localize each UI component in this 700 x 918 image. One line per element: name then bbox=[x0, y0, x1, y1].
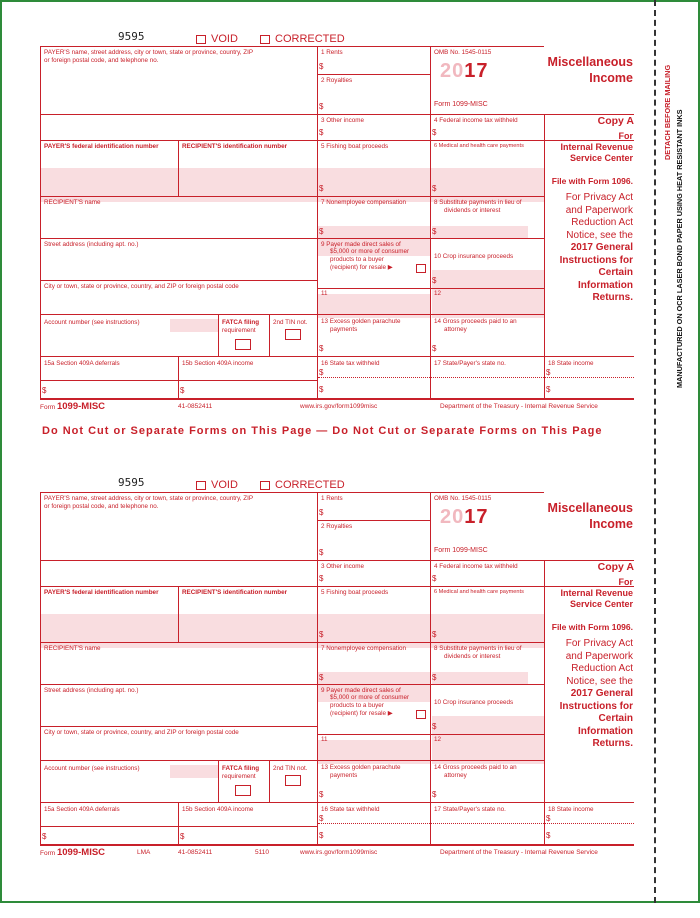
tin2-checkbox[interactable] bbox=[285, 775, 301, 786]
privacy-line-7: Certain bbox=[598, 713, 633, 724]
box9-checkbox[interactable] bbox=[416, 264, 426, 273]
form-title bbox=[523, 54, 633, 86]
irs-label bbox=[533, 131, 633, 164]
void-label: VOID bbox=[211, 479, 238, 491]
box18-label: 18 State income bbox=[548, 360, 594, 367]
box4-label: 4 Federal income tax withheld bbox=[434, 117, 518, 124]
year-prefix: 20 bbox=[440, 60, 465, 82]
city-label: City or town, state or province, country, and ZIP or foreign postal code bbox=[44, 729, 239, 736]
fatca-label: FATCA filing bbox=[222, 319, 260, 326]
box7-label: 7 Nonemployee compensation bbox=[321, 645, 407, 652]
do-not-cut-banner: Do Not Cut or Separate Forms on This Page — Do Not Cut or Separate Forms on This Page bbox=[42, 425, 603, 437]
footer-cat-no: 41-0852411 bbox=[178, 403, 213, 410]
box4-dollar: $ bbox=[432, 574, 437, 583]
footer-url: www.irs.gov/form1099misc bbox=[300, 849, 378, 856]
fatca-checkbox[interactable] bbox=[235, 339, 251, 350]
privacy-line-8: Information bbox=[578, 279, 633, 291]
irs-line-2: Service Center bbox=[569, 599, 633, 609]
box10-label: 10 Crop insurance proceeds bbox=[434, 699, 514, 706]
box1-dollar: $ bbox=[319, 62, 324, 71]
box9-label-1: 9 Payer made direct sales of bbox=[321, 241, 401, 248]
footer-form bbox=[40, 847, 105, 858]
box16-dollar-2: $ bbox=[319, 831, 324, 840]
box12-label: 12 bbox=[434, 736, 442, 743]
box9-label-3: products to a buyer bbox=[330, 256, 384, 263]
footer-form-prefix: Form bbox=[40, 850, 56, 857]
box15b-label: 15b Section 409A income bbox=[182, 806, 254, 813]
footer-url: www.irs.gov/form1099misc bbox=[300, 403, 378, 410]
irs-for: For bbox=[618, 131, 633, 141]
footer-dept: Department of the Treasury - Internal Revenue Service bbox=[440, 403, 598, 410]
box5-label: 5 Fishing boat proceeds bbox=[321, 589, 389, 596]
box18-dollar-2: $ bbox=[546, 385, 551, 394]
box12-label: 12 bbox=[434, 290, 442, 297]
payer-name-label-2: or foreign postal code, and telephone no. bbox=[44, 57, 159, 64]
account-fill bbox=[170, 765, 218, 778]
fatca-label: FATCA filing bbox=[222, 765, 260, 772]
void-checkbox[interactable] bbox=[196, 35, 206, 44]
box3-label: 3 Other income bbox=[321, 117, 365, 124]
box16-dollar-1: $ bbox=[319, 814, 324, 823]
box13-label-2: payments bbox=[330, 326, 358, 333]
footer-form bbox=[40, 401, 105, 412]
box16-label: 16 State tax withheld bbox=[321, 360, 380, 367]
box14-dollar: $ bbox=[432, 790, 437, 799]
box18-dollar-2: $ bbox=[546, 831, 551, 840]
privacy-line-7: Certain bbox=[598, 267, 633, 278]
privacy-line-9: Returns. bbox=[592, 292, 633, 303]
privacy-line-2: and Paperwork bbox=[565, 650, 633, 662]
privacy-line-3: Reduction Act bbox=[571, 663, 633, 674]
copy-label: Copy A bbox=[597, 115, 634, 127]
omb-label: OMB No. 1545-0115 bbox=[434, 495, 492, 502]
footer-form-name: 1099-MISC bbox=[56, 401, 106, 412]
box16-label: 16 State tax withheld bbox=[321, 806, 380, 813]
box8-dollar: $ bbox=[432, 227, 437, 236]
box1-label: 1 Rents bbox=[321, 495, 343, 502]
tax-year bbox=[440, 60, 489, 83]
year-suffix: 17 bbox=[464, 506, 489, 528]
box14-label-1: 14 Gross proceeds paid to an bbox=[434, 318, 517, 325]
privacy-line-1: For Privacy Act bbox=[565, 638, 633, 649]
box5-dollar: $ bbox=[319, 184, 324, 193]
box18-label: 18 State income bbox=[548, 806, 594, 813]
recipient-name-label: RECIPIENT'S name bbox=[44, 645, 101, 652]
tin2-label: 2nd TIN not. bbox=[273, 319, 308, 326]
irs-for: For bbox=[618, 577, 633, 587]
box2-label: 2 Royalties bbox=[321, 77, 353, 84]
box15a-dollar: $ bbox=[42, 832, 47, 841]
street-label: Street address (including apt. no.) bbox=[44, 687, 139, 694]
footer-form-name: 1099-MISC bbox=[56, 847, 106, 858]
privacy-line-9: Returns. bbox=[592, 738, 633, 749]
privacy-line-4: Notice, see the bbox=[566, 229, 633, 241]
box9-label-4: (recipient) for resale ▶ bbox=[330, 264, 393, 271]
corrected-checkbox[interactable] bbox=[260, 35, 270, 44]
copy-label: Copy A bbox=[597, 561, 634, 573]
box10-fill bbox=[432, 716, 544, 740]
box2-dollar: $ bbox=[319, 102, 324, 111]
box6-dollar: $ bbox=[432, 184, 437, 193]
box11-label: 11 bbox=[321, 290, 328, 297]
payer-name-label: PAYER'S name, street address, city or town, state or province, country, ZIP bbox=[44, 49, 254, 56]
corrected-label: CORRECTED bbox=[275, 479, 345, 491]
form-id-number: 9595 bbox=[118, 476, 145, 489]
irs-line-1: Internal Revenue bbox=[560, 142, 633, 152]
corrected-label: CORRECTED bbox=[275, 33, 345, 45]
payer-fin-label: PAYER'S federal identification number bbox=[44, 143, 159, 150]
box14-label-1: 14 Gross proceeds paid to an bbox=[434, 764, 517, 771]
privacy-line-1: For Privacy Act bbox=[565, 192, 633, 203]
box11-label: 11 bbox=[321, 736, 328, 743]
box9-label-1: 9 Payer made direct sales of bbox=[321, 687, 401, 694]
box8-label-1: 8 Substitute payments in lieu of bbox=[434, 645, 522, 652]
box1-label: 1 Rents bbox=[321, 49, 343, 56]
account-fill bbox=[170, 319, 218, 332]
privacy-line-5: 2017 General bbox=[570, 688, 633, 699]
footer-form-prefix: Form bbox=[40, 404, 56, 411]
privacy-line-2: and Paperwork bbox=[565, 204, 633, 216]
title-line-2: Income bbox=[589, 71, 633, 85]
void-label: VOID bbox=[211, 33, 238, 45]
box10-label: 10 Crop insurance proceeds bbox=[434, 253, 514, 260]
box13-label-1: 13 Excess golden parachute bbox=[321, 318, 401, 325]
box10-dollar: $ bbox=[432, 276, 437, 285]
box14-dollar: $ bbox=[432, 344, 437, 353]
box7-dollar: $ bbox=[319, 227, 324, 236]
box8-label-2: dividends or interest bbox=[444, 653, 501, 660]
box17-label: 17 State/Payer's state no. bbox=[434, 360, 506, 367]
year-prefix: 20 bbox=[440, 506, 465, 528]
detach-label: DETACH BEFORE MAILING bbox=[663, 64, 672, 160]
omb-label: OMB No. 1545-0115 bbox=[434, 49, 492, 56]
box9-checkbox[interactable] bbox=[416, 710, 426, 719]
box15a-dollar: $ bbox=[42, 386, 47, 395]
box3-label: 3 Other income bbox=[321, 563, 365, 570]
box15b-dollar: $ bbox=[180, 832, 185, 841]
privacy-line-5: 2017 General bbox=[570, 242, 633, 253]
irs-line-1: Internal Revenue bbox=[560, 588, 633, 598]
form-1099-misc-copy-top bbox=[0, 32, 700, 472]
box6-label: 6 Medical and health care payments bbox=[434, 589, 524, 595]
box8-fill bbox=[432, 672, 528, 684]
box16-dollar-2: $ bbox=[319, 385, 324, 394]
privacy-notice bbox=[533, 638, 633, 751]
form-title bbox=[523, 500, 633, 532]
recipient-tin-label: RECIPIENT'S identification number bbox=[182, 589, 288, 596]
box7-dollar: $ bbox=[319, 673, 324, 682]
box18-dollar-1: $ bbox=[546, 368, 551, 377]
privacy-line-6: Instructions for bbox=[559, 700, 633, 712]
box8-label-1: 8 Substitute payments in lieu of bbox=[434, 199, 522, 206]
title-line-1: Miscellaneous bbox=[547, 501, 633, 515]
box13-dollar: $ bbox=[319, 790, 324, 799]
recipient-tin-label: RECIPIENT'S identification number bbox=[182, 143, 288, 150]
footer-lma: LMA bbox=[137, 849, 151, 856]
box13-label-1: 13 Excess golden parachute bbox=[321, 764, 401, 771]
box10-dollar: $ bbox=[432, 722, 437, 731]
file-with-label: File with Form 1096. bbox=[551, 622, 633, 632]
form-id-number: 9595 bbox=[118, 30, 145, 43]
detach-cut-line bbox=[654, 0, 656, 903]
box8-dollar: $ bbox=[432, 673, 437, 682]
irs-label bbox=[533, 577, 633, 610]
box8-label-2: dividends or interest bbox=[444, 207, 501, 214]
box17-label: 17 State/Payer's state no. bbox=[434, 806, 506, 813]
box4-dollar: $ bbox=[432, 128, 437, 137]
box15b-dollar: $ bbox=[180, 386, 185, 395]
form-1099-misc-copy-bottom bbox=[0, 478, 700, 918]
box2-label: 2 Royalties bbox=[321, 523, 353, 530]
box14-label-2: attorney bbox=[444, 326, 467, 333]
year-suffix: 17 bbox=[464, 60, 489, 82]
box10-fill bbox=[432, 270, 544, 294]
city-label: City or town, state or province, country, and ZIP or foreign postal code bbox=[44, 283, 239, 290]
payer-name-label-2: or foreign postal code, and telephone no. bbox=[44, 503, 159, 510]
box15a-label: 15a Section 409A deferrals bbox=[44, 806, 120, 813]
box8-fill bbox=[432, 226, 528, 238]
box15b-label: 15b Section 409A income bbox=[182, 360, 254, 367]
box1-dollar: $ bbox=[319, 508, 324, 517]
tax-year bbox=[440, 506, 489, 529]
fatca-label-2: requirement bbox=[222, 773, 256, 780]
box9-label-2: $5,000 or more of consumer bbox=[330, 694, 410, 701]
tin2-label: 2nd TIN not. bbox=[273, 765, 308, 772]
box3-dollar: $ bbox=[319, 574, 324, 583]
box3-dollar: $ bbox=[319, 128, 324, 137]
manufactured-label: MANUFACTURED ON OCR LASER BOND PAPER USING HEAT RESISTANT INKS bbox=[675, 109, 684, 388]
privacy-line-3: Reduction Act bbox=[571, 217, 633, 228]
recipient-name-label: RECIPIENT'S name bbox=[44, 199, 101, 206]
privacy-line-8: Information bbox=[578, 725, 633, 737]
file-with-label: File with Form 1096. bbox=[551, 176, 633, 186]
void-checkbox[interactable] bbox=[196, 481, 206, 490]
fatca-checkbox[interactable] bbox=[235, 785, 251, 796]
box18-dollar-1: $ bbox=[546, 814, 551, 823]
box5-label: 5 Fishing boat proceeds bbox=[321, 143, 389, 150]
box14-label-2: attorney bbox=[444, 772, 467, 779]
footer-dept: Department of the Treasury - Internal Revenue Service bbox=[440, 849, 598, 856]
privacy-notice bbox=[533, 192, 633, 305]
box2-dollar: $ bbox=[319, 548, 324, 557]
box13-label-2: payments bbox=[330, 772, 358, 779]
box5-dollar: $ bbox=[319, 630, 324, 639]
box4-label: 4 Federal income tax withheld bbox=[434, 563, 518, 570]
account-label: Account number (see instructions) bbox=[44, 319, 140, 326]
fatca-label-2: requirement bbox=[222, 327, 256, 334]
payer-name-label: PAYER'S name, street address, city or town, state or province, country, ZIP bbox=[44, 495, 254, 502]
payer-fin-label: PAYER'S federal identification number bbox=[44, 589, 159, 596]
box6-label: 6 Medical and health care payments bbox=[434, 143, 524, 149]
irs-line-2: Service Center bbox=[569, 153, 633, 163]
footer-code: 5110 bbox=[255, 849, 269, 856]
footer-cat-no: 41-0852411 bbox=[178, 849, 213, 856]
omb-form-label: Form 1099-MISC bbox=[434, 101, 488, 108]
title-line-1: Miscellaneous bbox=[547, 55, 633, 69]
title-line-2: Income bbox=[589, 517, 633, 531]
corrected-checkbox[interactable] bbox=[260, 481, 270, 490]
box9-label-2: $5,000 or more of consumer bbox=[330, 248, 410, 255]
box9-label-3: products to a buyer bbox=[330, 702, 384, 709]
street-label: Street address (including apt. no.) bbox=[44, 241, 139, 248]
account-label: Account number (see instructions) bbox=[44, 765, 140, 772]
privacy-line-4: Notice, see the bbox=[566, 675, 633, 687]
tin2-checkbox[interactable] bbox=[285, 329, 301, 340]
box15a-label: 15a Section 409A deferrals bbox=[44, 360, 120, 367]
box13-dollar: $ bbox=[319, 344, 324, 353]
box16-dollar-1: $ bbox=[319, 368, 324, 377]
box9-label-4: (recipient) for resale ▶ bbox=[330, 710, 393, 717]
box7-label: 7 Nonemployee compensation bbox=[321, 199, 407, 206]
privacy-line-6: Instructions for bbox=[559, 254, 633, 266]
box6-dollar: $ bbox=[432, 630, 437, 639]
omb-form-label: Form 1099-MISC bbox=[434, 547, 488, 554]
